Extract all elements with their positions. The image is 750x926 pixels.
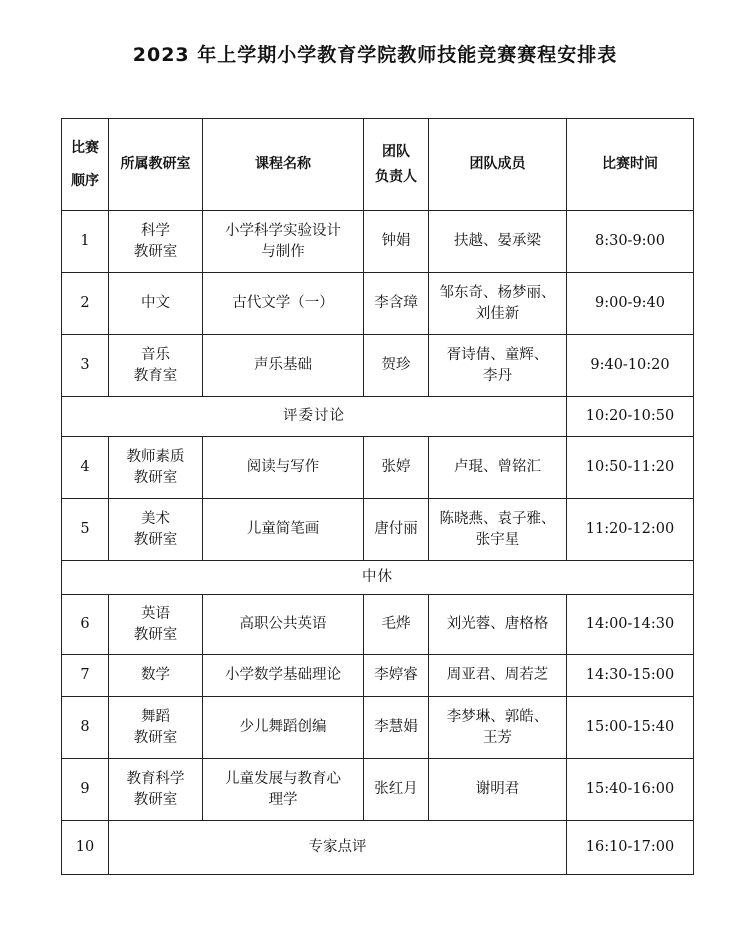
header-leader: 团队 负责人 [364,119,429,211]
dept-cell-line: 教研室 [133,469,178,486]
course-cell [203,697,364,759]
dept-cell-line: 教研室 [133,626,178,643]
table-row [62,273,694,335]
members-cell [429,335,567,397]
course-cell [203,335,364,397]
members-cell-line: 李梦琳、郭皓、 [446,708,549,725]
header-dept: 所属教研室 [109,119,203,211]
leader-cell: 唐付丽 [364,499,429,561]
order-cell: 9 [62,759,109,821]
course-cell [203,273,364,335]
schedule-body [62,211,694,875]
dept-cell-line: 教育科学 [126,770,185,787]
dept-cell-line: 教研室 [133,531,178,548]
order-cell: 3 [62,335,109,397]
members-cell-line: 张宇星 [475,531,520,548]
members-cell [429,697,567,759]
dept-cell [109,655,203,697]
break-row-label: 中休 [62,561,694,595]
leader-cell: 李婷睿 [364,655,429,697]
members-cell-line: 王芳 [483,729,512,746]
members-cell-line: 邹东奇、杨梦丽、 [439,284,556,301]
dept-cell-line: 英语 [141,605,170,622]
dept-cell-line: 教研室 [133,791,178,808]
course-cell-line: 小学科学实验设计 [225,222,341,239]
members-cell-line: 刘佳新 [475,305,520,322]
time-cell: 15:00-15:40 [567,697,694,759]
leader-cell: 毛烨 [364,595,429,655]
dept-cell-line: 教研室 [133,729,178,746]
course-cell-line: 儿童简笔画 [246,521,320,537]
members-cell-line: 刘光蓉、唐格格 [446,616,549,632]
leader-cell: 贺珍 [364,335,429,397]
dept-cell-line: 教育室 [133,367,178,384]
table-row [62,759,694,821]
table-row [62,561,694,595]
leader-cell: 钟娟 [364,211,429,273]
break-row-label: 评委讨论 [62,397,567,437]
expert-review-cell: 专家点评 [109,821,567,875]
leader-cell: 张红月 [364,759,429,821]
course-cell-line: 古代文学（一） [232,295,334,311]
course-cell [203,437,364,499]
table-row [62,655,694,697]
order-cell: 5 [62,499,109,561]
dept-cell [109,273,203,335]
course-cell-line: 儿童发展与教育心 [225,770,341,787]
order-cell: 2 [62,273,109,335]
course-cell-line: 与制作 [261,243,305,260]
order-cell: 1 [62,211,109,273]
members-cell-line: 李丹 [483,367,512,384]
dept-cell-line: 教师素质 [126,448,185,465]
dept-cell [109,499,203,561]
dept-cell-line: 教研室 [133,243,178,260]
time-cell: 14:30-15:00 [567,655,694,697]
table-row [62,335,694,397]
time-cell: 14:00-14:30 [567,595,694,655]
time-cell: 15:40-16:00 [567,759,694,821]
table-row [62,697,694,759]
members-cell [429,273,567,335]
members-cell-line: 扶越、晏承梁 [454,233,541,249]
course-cell [203,759,364,821]
time-cell: 10:20-10:50 [567,397,694,437]
members-cell [429,499,567,561]
members-cell [429,759,567,821]
order-cell: 10 [62,821,109,875]
dept-cell-line: 美术 [141,510,170,527]
course-cell-line: 声乐基础 [254,357,312,373]
header-course: 课程名称 [203,119,364,211]
course-cell-line: 阅读与写作 [246,459,320,475]
table-row [62,437,694,499]
order-cell: 8 [62,697,109,759]
time-cell: 10:50-11:20 [567,437,694,499]
members-cell-line: 谢明君 [475,781,520,797]
order-cell: 6 [62,595,109,655]
order-cell: 4 [62,437,109,499]
time-cell: 8:30-9:00 [567,211,694,273]
course-cell-line: 高职公共英语 [239,616,327,632]
dept-cell-line: 中文 [141,295,170,311]
table-row [62,211,694,273]
dept-cell-line: 音乐 [141,346,170,363]
course-cell-line: 小学数学基础理论 [225,667,341,683]
dept-cell [109,335,203,397]
leader-cell: 李慧娟 [364,697,429,759]
header-row [62,119,694,211]
time-cell: 9:40-10:20 [567,335,694,397]
members-cell [429,211,567,273]
course-cell [203,655,364,697]
table-row [62,397,694,437]
members-cell-line: 卢琨、曾铭汇 [454,459,541,475]
members-cell-line: 胥诗倩、童辉、 [446,346,549,363]
course-cell [203,211,364,273]
members-cell-line: 周亚君、周若芝 [446,667,549,683]
course-cell-line: 少儿舞蹈创编 [239,719,327,735]
dept-cell-line: 舞蹈 [141,708,170,725]
members-cell [429,595,567,655]
header-time: 比赛时间 [567,119,694,211]
members-cell [429,655,567,697]
dept-cell-line: 科学 [141,222,170,239]
course-cell-line: 理学 [268,791,298,808]
dept-cell [109,759,203,821]
document-title: 2023 年上学期小学教育学院教师技能竞赛赛程安排表 [132,44,618,66]
header-members: 团队成员 [429,119,567,211]
table-row [62,499,694,561]
dept-cell [109,595,203,655]
leader-cell: 张婷 [364,437,429,499]
leader-cell: 李含璋 [364,273,429,335]
time-cell: 11:20-12:00 [567,499,694,561]
time-cell: 9:00-9:40 [567,273,694,335]
members-cell [429,437,567,499]
schedule-table [61,118,694,875]
dept-cell-line: 数学 [141,667,170,683]
header-order: 比赛 顺序 [62,119,109,211]
dept-cell [109,697,203,759]
course-cell [203,595,364,655]
members-cell-line: 陈晓燕、袁子雅、 [439,510,556,527]
time-cell: 16:10-17:00 [567,821,694,875]
dept-cell [109,437,203,499]
course-cell [203,499,364,561]
table-row [62,821,694,875]
table-row [62,595,694,655]
dept-cell [109,211,203,273]
order-cell: 7 [62,655,109,697]
